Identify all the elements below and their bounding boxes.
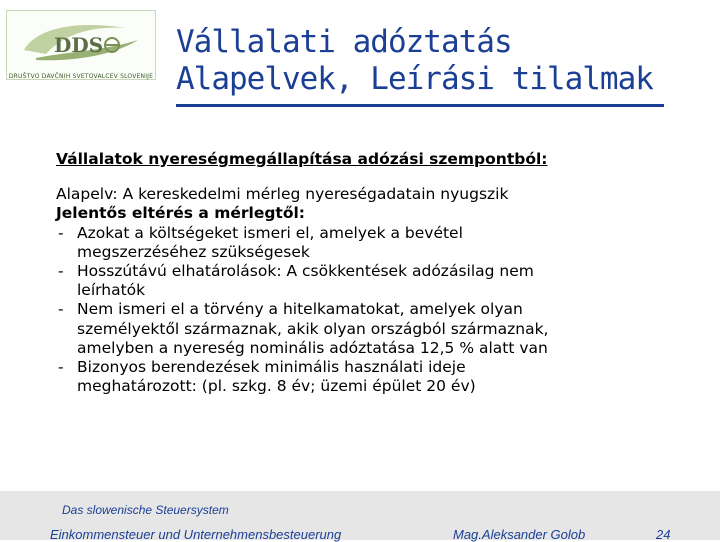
list-item-line: személyektől származnak, akik olyan országból származnak,: [77, 319, 549, 338]
list-item: [56, 300, 676, 358]
deviation-label: Jelentős eltérés a mérlegtől:: [56, 204, 305, 223]
list-item: [56, 358, 676, 396]
list-item-line: leírhatók: [77, 281, 146, 300]
footer-topic: Einkommensteuer und Unternehmensbesteuerung: [50, 527, 342, 542]
principle-text: Alapelv: A kereskedelmi mérleg nyereségadatain nyugszik: [56, 185, 509, 204]
list-item: [56, 224, 676, 262]
page-number: 24: [656, 527, 671, 542]
list-item-line: amelyben a nyereség nominális adóztatása 12,5 % alatt van: [77, 338, 548, 357]
dds-logo: [6, 10, 156, 88]
title-line-2: Alapelvek, Leírási tilalmak: [176, 61, 653, 97]
dds-logo-mark: [6, 10, 156, 72]
slide-title: [176, 24, 696, 98]
footer-subtitle: Das slowenische Steuersystem: [62, 503, 229, 517]
deviation-list: [56, 224, 676, 397]
list-item-line: - Nem ismeri el a törvény a hitelkamatokat, amelyek olyan: [77, 300, 523, 319]
list-item-line: - Hosszútávú elhatárolások: A csökkentések adózásilag nem: [77, 262, 534, 281]
title-line-1: Vállalati adóztatás: [176, 24, 512, 60]
list-item-line: - Bizonyos berendezések minimális használati ideje: [77, 358, 466, 377]
list-item-line: - Azokat a költségeket ismeri el, amelyek a bevétel: [77, 223, 463, 242]
list-item-line: megszerzéséhez szükségesek: [77, 242, 310, 261]
svg-text:DDS: DDS: [54, 33, 104, 57]
section-heading: Vállalatok nyereségmegállapítása adózási szempontból:: [56, 150, 548, 168]
slide-body: [56, 150, 676, 396]
logo-caption: DRUŠTVO DAVČNIH SVETOVALCEV SLOVENIJE: [8, 73, 154, 80]
title-underline: [176, 104, 664, 107]
slide-footer: [0, 491, 720, 540]
list-item: [56, 262, 676, 300]
list-item-line: meghatározott: (pl. szkg. 8 év; üzemi épület 20 év): [77, 377, 476, 396]
footer-author: Mag.Aleksander Golob: [453, 527, 586, 542]
